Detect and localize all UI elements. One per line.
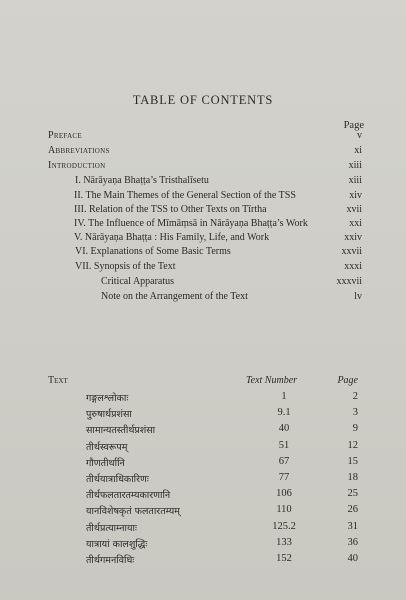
text-title: यात्रायां कालशुद्धिः [86, 538, 148, 550]
text-page: 36 [347, 536, 358, 548]
text-title: तीर्थप्रत्याम्नायाः [86, 522, 137, 534]
toc-entry-intro-3 [48, 204, 362, 216]
toc-entry-page: xiii [348, 160, 362, 171]
text-row [48, 504, 362, 520]
text-row [48, 553, 362, 569]
page-column-header: Page [343, 120, 364, 131]
text-title: पुरुषार्थप्रशंसा [86, 409, 132, 421]
text-row [48, 407, 362, 423]
toc-entry-critical-apparatus [48, 276, 362, 291]
toc-entry-page: xiv [349, 190, 362, 201]
toc-entry-page: xxiv [344, 232, 362, 243]
text-page: 40 [347, 552, 358, 564]
toc-entry-intro-5 [48, 232, 362, 244]
text-page: 31 [347, 520, 358, 532]
text-row [48, 488, 362, 504]
toc-entry-label: V. Nārāyaṇa Bhaṭṭa : His Family, Life, and Work [74, 232, 270, 243]
text-number: 77 [278, 471, 290, 483]
toc-entry-page: xxxi [344, 261, 362, 272]
text-title: गङ्गलश्लोकाः [86, 393, 129, 404]
text-title: तीर्थफलतारतम्यकारणानि [86, 490, 171, 502]
toc-entry-intro-6 [48, 246, 362, 261]
toc-entry-page: xvii [346, 204, 362, 215]
text-row [48, 423, 362, 439]
text-title: तीर्थस्वरूपम् [86, 441, 128, 453]
toc-entry-preface [48, 130, 362, 145]
text-row [48, 440, 362, 456]
toc-entry-label: I. Nārāyaṇa Bhaṭṭa’s Tristhalīsetu [75, 175, 209, 186]
text-row [48, 521, 362, 537]
text-page: 3 [352, 407, 358, 419]
toc-entry-page: xi [354, 145, 362, 156]
text-rows [48, 391, 362, 569]
toc-entry-page: xxvii [341, 246, 362, 257]
text-number: 106 [276, 488, 292, 500]
page-title: TABLE OF CONTENTS [132, 93, 274, 107]
text-title: तीर्थयात्राधिकारिणः [86, 473, 149, 485]
toc-entry-page: xxi [349, 218, 362, 229]
text-title: सामान्यतस्तीर्थप्रशंसा [86, 425, 156, 437]
text-row [48, 391, 362, 407]
text-row [48, 472, 362, 488]
text-page: 2 [352, 391, 358, 402]
toc-entry-page: xxxvii [336, 276, 362, 287]
text-section [48, 375, 362, 569]
contents-list [48, 130, 362, 306]
text-number-column-header: Text Number [246, 375, 298, 386]
text-page: 12 [347, 439, 358, 451]
text-title: गौणतीर्थानि [86, 457, 125, 469]
toc-entry-label: Note on the Arrangement of the Text [101, 291, 248, 302]
text-page: 9 [352, 423, 358, 435]
toc-entry-intro-7 [48, 261, 362, 276]
text-number: 125.2 [272, 520, 296, 532]
text-number: 152 [276, 552, 292, 564]
text-section-header [48, 375, 362, 391]
text-number: 1 [281, 391, 287, 402]
text-number: 51 [278, 439, 290, 451]
text-page: 25 [347, 488, 358, 500]
toc-entry-label: Abbreviations [48, 145, 110, 156]
toc-entry-intro-1 [48, 175, 362, 190]
toc-entry-label: VII. Synopsis of the Text [75, 261, 176, 272]
toc-entry-page: lv [354, 291, 362, 302]
text-page: 15 [347, 455, 358, 467]
toc-entry-label: II. The Main Themes of the General Section of the TSS [74, 190, 296, 201]
text-title: तीर्थगमनविधिः [86, 554, 135, 566]
toc-entry-page: xiii [348, 175, 362, 186]
text-number: 40 [278, 423, 290, 435]
toc-entry-label: III. Relation of the TSS to Other Texts on Tīrtha [74, 204, 267, 215]
text-page: 18 [347, 471, 358, 483]
toc-entry-label: Critical Apparatus [101, 276, 175, 287]
text-number: 9.1 [277, 407, 291, 419]
text-number: 110 [276, 504, 292, 516]
text-number: 67 [278, 455, 290, 467]
page-column-header: Page [337, 375, 358, 386]
text-section-heading: Text [48, 375, 68, 386]
text-row [48, 456, 362, 472]
toc-entry-abbreviations [48, 145, 362, 160]
toc-entry-intro-4 [48, 218, 362, 230]
toc-entry-label: VI. Explanations of Some Basic Terms [75, 246, 231, 257]
toc-entry-label: IV. The Influence of Mīmāṃsā in Nārāyaṇa Bhaṭṭa’s Work [74, 218, 308, 229]
toc-entry-label: Preface [48, 130, 82, 141]
toc-entry-note-arrangement [48, 291, 362, 306]
text-title: यानविशेषकृतं फलतारतम्यम् [86, 506, 180, 518]
toc-entry-page: v [357, 130, 362, 141]
text-row [48, 537, 362, 553]
toc-entry-introduction [48, 160, 362, 175]
text-page: 26 [347, 504, 358, 516]
toc-entry-label: Introduction [48, 160, 106, 171]
toc-entry-intro-2 [48, 190, 362, 202]
text-number: 133 [276, 536, 292, 548]
